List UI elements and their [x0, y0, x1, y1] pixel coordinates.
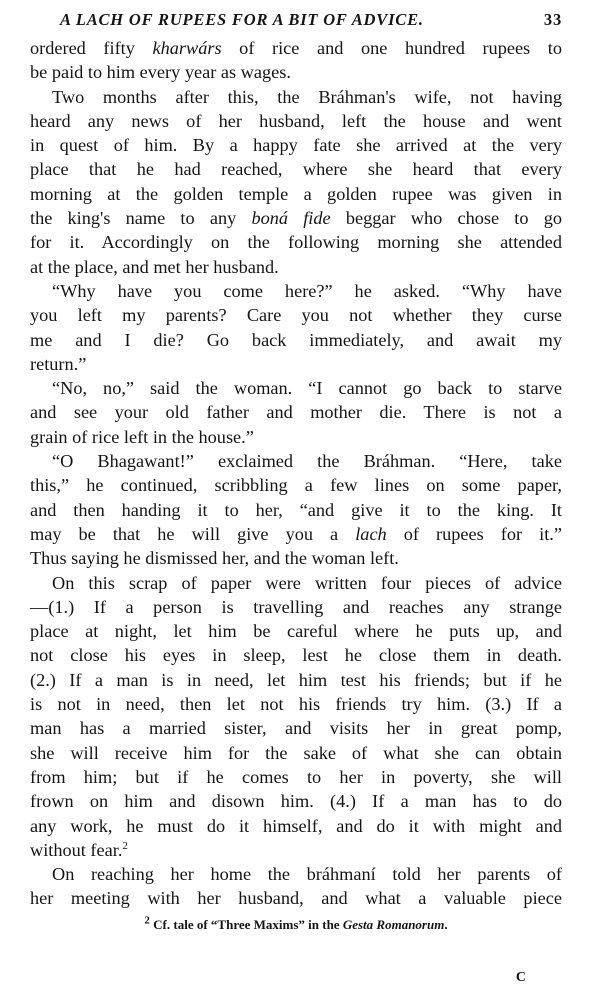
text-line: [30, 157, 562, 181]
text-run: this,” he continued, scribbling a few lines on some paper,: [30, 475, 562, 496]
footnote-work-title: Gesta Romanorum: [342, 916, 445, 932]
text-line: [30, 473, 562, 497]
text-line: [30, 60, 562, 84]
text-run: “O Bhagawant!” exclaimed the Bráhman. “Here, take: [52, 451, 562, 472]
text-run: in quest of him. By a happy fate she arrived at the very: [30, 135, 562, 156]
signature-mark: C: [515, 970, 526, 985]
text-line: [30, 206, 562, 230]
text-run: return.”: [30, 353, 87, 374]
text-run: heard any news of her husband, left the house and went: [30, 110, 562, 131]
text-run: (2.) If a man is in need, let him test his friends; but if he: [30, 669, 562, 690]
footnote: [30, 914, 562, 933]
text-run: man has a married sister, and visits her in great pomp,: [30, 718, 562, 739]
text-run: ordered fifty: [30, 38, 153, 58]
text-run: morning at the golden temple a golden rupee was given in: [30, 183, 562, 204]
text-run: the king's name to any: [30, 208, 252, 229]
text-line: [30, 255, 562, 279]
italic-term: lach: [355, 523, 387, 544]
footnote-text-before: Cf. tale of “Three Maxims” in the: [149, 916, 343, 932]
text-run: Two months after this, the Bráhman's wife, not having: [52, 86, 562, 107]
text-line: [30, 352, 562, 376]
text-line: [30, 546, 562, 570]
text-run: she will receive him for the sake of what she can obtain: [30, 742, 562, 763]
text-line: [30, 862, 562, 886]
text-line: [30, 400, 562, 424]
text-run: place at night, let him be careful where he puts up, and: [30, 621, 562, 642]
italic-term: kharwárs: [152, 38, 222, 58]
text-line: [30, 741, 562, 765]
text-line: [30, 376, 562, 400]
running-head-title: A LACH OF RUPEES FOR A BIT OF ADVICE.: [60, 10, 424, 29]
text-run: —(1.) If a person is travelling and reaches any strange: [30, 596, 562, 617]
text-line: [30, 716, 562, 740]
text-run: is not in need, then let not his friends try him. (3.) If a: [30, 694, 562, 715]
text-line: [30, 765, 562, 789]
text-line: [30, 36, 562, 60]
italic-term: boná fide: [251, 208, 331, 229]
text-line: [30, 328, 562, 352]
text-line: [30, 303, 562, 327]
text-run: beggar who chose to go: [330, 208, 562, 229]
book-page: [30, 10, 562, 990]
text-run: at the place, and met her husband.: [30, 256, 279, 277]
text-line: [30, 133, 562, 157]
text-line: [30, 838, 562, 862]
text-run: of rice and one hundred rupees to: [221, 38, 562, 58]
text-line: [30, 789, 562, 813]
text-run: and then handing it to her, “and give it to the king. It: [30, 499, 562, 520]
text-run: her meeting with her husband, and what a valuable piece: [30, 888, 562, 909]
text-run: frown on him and disown him. (4.) If a man has to do: [30, 791, 562, 812]
text-line: [30, 230, 562, 254]
text-line: [30, 692, 562, 716]
text-run: for it. Accordingly on the following morning she attended: [30, 232, 562, 253]
text-line: [30, 619, 562, 643]
text-run: from him; but if he comes to her in poverty, she will: [30, 766, 562, 787]
text-line: [30, 498, 562, 522]
footnote-marker: 2: [144, 914, 150, 927]
text-run: not close his eyes in sleep, lest he close them in death.: [30, 645, 562, 666]
text-run: Thus saying he dismissed her, and the woman left.: [30, 548, 399, 569]
text-line: [30, 279, 562, 303]
body-text: [30, 36, 562, 911]
text-line: [30, 643, 562, 667]
text-line: [30, 571, 562, 595]
text-line: [30, 522, 562, 546]
text-line: [30, 595, 562, 619]
text-run: grain of rice left in the house.”: [30, 426, 254, 447]
text-run: On this scrap of paper were written four pieces of advice: [52, 572, 562, 593]
text-run: place that he had reached, where she heard that every: [30, 159, 562, 180]
text-run: “Why have you come here?” he asked. “Why have: [52, 280, 562, 301]
text-line: [30, 85, 562, 109]
text-run: may be that he will give you a: [30, 523, 356, 544]
running-head: [30, 10, 562, 36]
text-run: and see your old father and mother die. There is not a: [30, 402, 562, 423]
text-line: [30, 668, 562, 692]
text-line: [30, 182, 562, 206]
text-run: any work, he must do it himself, and do it with might and: [30, 815, 562, 836]
text-line: [30, 425, 562, 449]
text-line: [30, 109, 562, 133]
text-run: On reaching her home the bráhmaní told her parents of: [52, 864, 562, 885]
text-run: “No, no,” said the woman. “I cannot go back to starve: [52, 378, 562, 399]
text-run: without fear.: [30, 839, 123, 860]
text-run: of rupees for it.”: [386, 523, 562, 544]
text-line: [30, 886, 562, 910]
text-run: you left my parents? Care you not whether they curse: [30, 305, 562, 326]
text-run: me and I die? Go back immediately, and await my: [30, 329, 562, 350]
footnote-reference: 2: [122, 839, 128, 852]
footnote-text-after: .: [444, 916, 448, 932]
page-number: 33: [543, 10, 562, 29]
text-run: be paid to him every year as wages.: [30, 62, 291, 83]
text-line: [30, 814, 562, 838]
text-line: [30, 449, 562, 473]
